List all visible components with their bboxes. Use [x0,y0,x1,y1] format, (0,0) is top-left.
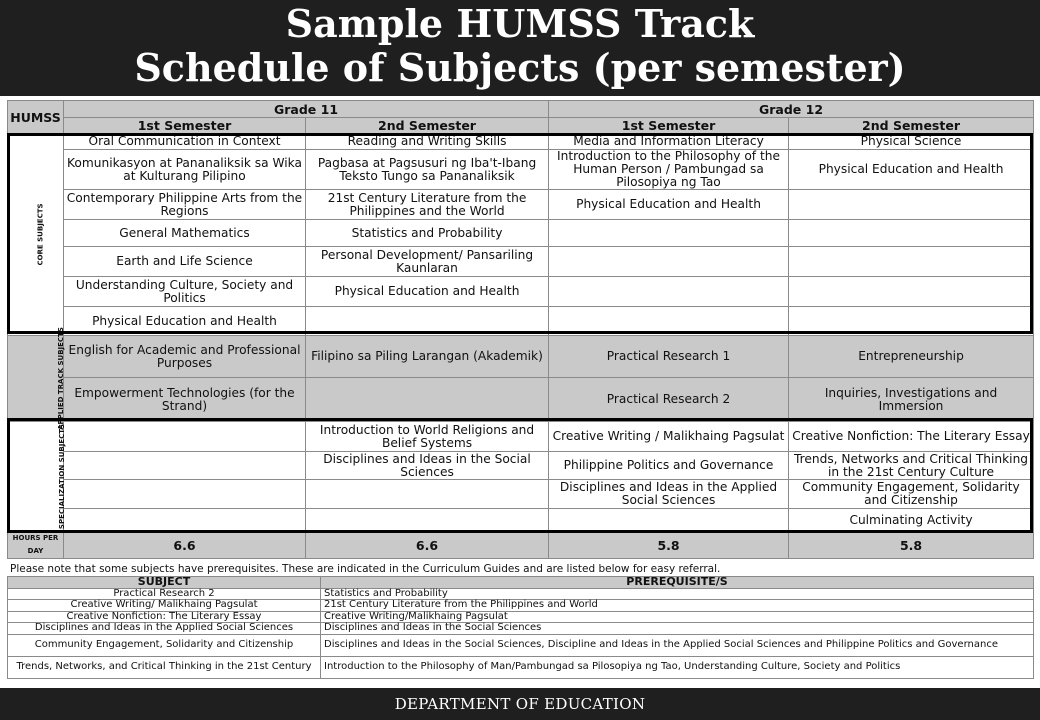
prerequisite-subject: Practical Research 2 [8,588,321,600]
prerequisite-subject: Community Engagement, Solidarity and Citizenship [8,634,321,656]
core-subjects-label [8,134,64,336]
prerequisite-header-row [8,577,1034,589]
semester-header: 2nd Semester [306,118,549,134]
subject-cell: Introduction to the Philosophy of the Human Person / Pambungad sa Pilosopiya ng Tao [549,150,789,190]
applied-row [8,378,1034,422]
subject-cell: Komunikasyon at Pananaliksik sa Wika at Kulturang Pilipino [64,150,306,190]
subject-cell [789,190,1034,220]
subject-cell: Trends, Networks and Critical Thinking in the 21st Century Culture [789,452,1034,480]
spec-row [8,509,1034,532]
subject-cell: Physical Education and Health [789,150,1034,190]
hours-value: 6.6 [64,532,306,559]
footer-department: DEPARTMENT OF EDUCATION [394,695,646,713]
prerequisite-requirement: Statistics and Probability [321,588,1034,600]
subject-cell [789,277,1034,307]
prerequisite-subject: Creative Nonfiction: The Literary Essay [8,611,321,623]
subject-cell: Inquiries, Investigations and Immersion [789,378,1034,422]
prerequisite-requirement: Disciplines and Ideas in the Social Sciences, Discipline and Ideas in the Applied Social Sciences and Philippine Politics and Governance [321,634,1034,656]
applied-track-label-text: APPLIED TRACK SUBJECTS [56,327,65,430]
subject-cell [789,307,1034,336]
subject-cell: Philippine Politics and Governance [549,452,789,480]
specialization-label [8,422,67,532]
applied-track-label [8,327,65,430]
subject-cell [549,277,789,307]
subject-cell [64,422,306,452]
schedule-table [7,100,1034,559]
subject-cell [64,509,306,532]
hours-value: 5.8 [789,532,1034,559]
subject-cell [306,378,549,422]
title-line-2: Schedule of Subjects (per semester) [134,45,906,90]
subject-cell: Physical Education and Health [549,190,789,220]
subject-cell: Community Engagement, Solidarity and Citizenship [789,480,1034,509]
prerequisite-subject: Disciplines and Ideas in the Applied Social Sciences [8,623,321,635]
subject-cell: Oral Communication in Context [64,134,306,150]
prerequisite-row [8,656,1034,678]
specialization-label-text: SPECIALIZATION SUBJECTS [58,423,67,530]
subject-cell: Understanding Culture, Society and Politics [64,277,306,307]
subject-cell: Disciplines and Ideas in the Applied Social Sciences [549,480,789,509]
subject-cell: Physical Education and Health [306,277,549,307]
hours-label: HOURS PER DAY [8,532,64,559]
subject-cell: Disciplines and Ideas in the Social Sciences [306,452,549,480]
hours-value: 5.8 [549,532,789,559]
track-label: HUMSS [8,101,64,134]
subject-cell [306,509,549,532]
prerequisite-row [8,600,1034,612]
subject-cell [64,452,306,480]
prerequisite-subject: Trends, Networks, and Critical Thinking in the 21st Century [8,656,321,678]
subject-cell: Pagbasa at Pagsusuri ng Iba't-Ibang Teksto Tungo sa Pananaliksik [306,150,549,190]
core-row [8,277,1034,307]
subject-cell: Personal Development/ Pansariling Kaunlaran [306,247,549,277]
subject-cell: Physical Education and Health [64,307,306,336]
grade-12-header: Grade 12 [549,101,1034,118]
grade-11-header: Grade 11 [64,101,549,118]
subject-cell: Practical Research 1 [549,336,789,378]
prerequisite-requirement: 21st Century Literature from the Philippines and World [321,600,1034,612]
subject-cell [789,220,1034,247]
subject-cell: Creative Nonfiction: The Literary Essay [789,422,1034,452]
subject-cell: Practical Research 2 [549,378,789,422]
subject-cell: Physical Science [789,134,1034,150]
subject-cell [549,307,789,336]
subject-cell [64,480,306,509]
core-row [8,307,1034,336]
prerequisite-subject: Creative Writing/ Malikhaing Pagsulat [8,600,321,612]
subject-cell [549,509,789,532]
hours-row [8,532,1034,559]
subject-cell: Statistics and Probability [306,220,549,247]
subject-cell: Introduction to World Religions and Belief Systems [306,422,549,452]
prerequisite-row [8,623,1034,635]
subject-cell: Earth and Life Science [64,247,306,277]
semester-header: 1st Semester [549,118,789,134]
semester-header: 1st Semester [64,118,306,134]
core-row [8,190,1034,220]
prerequisite-note: Please note that some subjects have prerequisites. These are indicated in the Curriculum Guides and are listed below for easy referral. [10,563,721,575]
subject-cell: 21st Century Literature from the Philippines and the World [306,190,549,220]
core-row [8,150,1034,190]
subject-cell [789,247,1034,277]
core-row [8,134,1034,150]
core-row [8,220,1034,247]
spec-row [8,452,1034,480]
subject-cell: Creative Writing / Malikhaing Pagsulat [549,422,789,452]
prerequisite-table [7,576,1034,679]
subject-cell [306,480,549,509]
subject-cell [306,307,549,336]
subject-cell: English for Academic and Professional Purposes [64,336,306,378]
subject-cell: Culminating Activity [789,509,1034,532]
spec-row [8,480,1034,509]
subject-cell: Media and Information Literacy [549,134,789,150]
prerequisite-requirement: Disciplines and Ideas in the Social Sciences [321,623,1034,635]
subject-cell: General Mathematics [64,220,306,247]
prerequisite-row [8,611,1034,623]
semester-header-row [8,118,1034,134]
hours-value: 6.6 [306,532,549,559]
subject-cell: Empowerment Technologies (for the Strand) [64,378,306,422]
core-row [8,247,1034,277]
subject-cell: Entrepreneurship [789,336,1034,378]
prerequisite-column-header: PREREQUISITE/S [321,577,1034,589]
title-line-1: Sample HUMSS Track [285,1,755,46]
prerequisite-row [8,588,1034,600]
prerequisite-requirement: Introduction to the Philosophy of Man/Pambungad sa Pilosopiya ng Tao, Understanding Culture, Society and Politics [321,656,1034,678]
subject-cell [549,220,789,247]
subject-cell: Contemporary Philippine Arts from the Regions [64,190,306,220]
subject-column-header: SUBJECT [8,577,321,589]
applied-row [8,336,1034,378]
subject-cell: Reading and Writing Skills [306,134,549,150]
core-subjects-label-text: CORE SUBJECTS [36,203,45,266]
schedule-sheet [0,96,1040,688]
slide-title [0,0,1040,96]
subject-cell [549,247,789,277]
spec-row [8,422,1034,452]
prerequisite-row [8,634,1034,656]
grade-header-row [8,101,1034,118]
prerequisite-requirement: Creative Writing/Malikhaing Pagsulat [321,611,1034,623]
subject-cell: Filipino sa Piling Larangan (Akademik) [306,336,549,378]
semester-header: 2nd Semester [789,118,1034,134]
